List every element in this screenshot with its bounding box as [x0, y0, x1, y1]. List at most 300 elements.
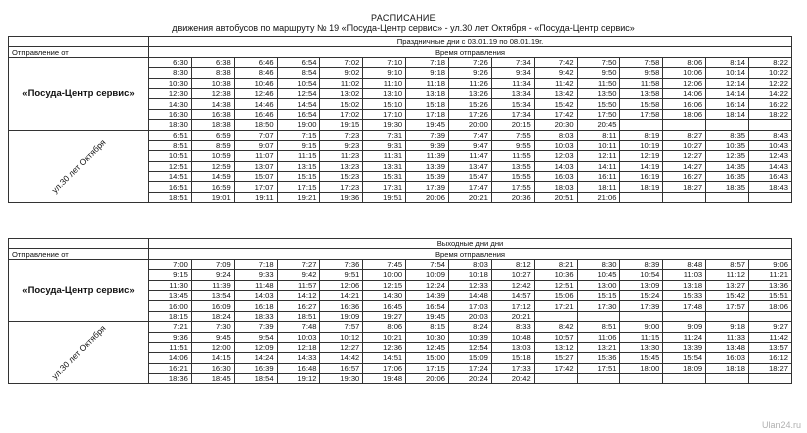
time-cell: 8:14 — [706, 57, 749, 67]
time-cell: 14:54 — [277, 99, 320, 109]
time-cell: 12:27 — [663, 151, 706, 161]
time-cell: 17:48 — [663, 301, 706, 311]
stop-name-rotated — [9, 130, 149, 203]
time-cell: 17:47 — [449, 182, 492, 192]
time-cell: 8:48 — [663, 259, 706, 269]
time-cell: 12:14 — [706, 78, 749, 88]
time-cell: 11:51 — [149, 342, 192, 352]
time-cell: 11:15 — [277, 151, 320, 161]
time-cell — [749, 120, 792, 130]
time-cell: 13:02 — [320, 88, 363, 98]
time-cell: 18:35 — [706, 182, 749, 192]
time-cell: 11:12 — [706, 270, 749, 280]
time-cell: 12:51 — [534, 280, 577, 290]
time-cell: 17:57 — [706, 301, 749, 311]
time-cell: 16:21 — [149, 363, 192, 373]
time-cell: 14:21 — [320, 290, 363, 300]
time-cell: 12:03 — [534, 151, 577, 161]
time-cell: 11:33 — [706, 332, 749, 342]
time-cell: 7:34 — [491, 57, 534, 67]
time-cell: 17:18 — [406, 109, 449, 119]
time-cell: 9:00 — [620, 322, 663, 332]
time-cell: 17:42 — [534, 109, 577, 119]
time-cell: 16:09 — [191, 301, 234, 311]
holiday-schedule-table — [8, 36, 792, 203]
time-cell: 9:18 — [706, 322, 749, 332]
time-cell: 14:11 — [577, 161, 620, 171]
time-cell: 18:00 — [620, 363, 663, 373]
time-cell: 19:12 — [277, 374, 320, 384]
time-cell: 11:21 — [749, 270, 792, 280]
time-cell: 12:54 — [449, 342, 492, 352]
time-cell: 12:43 — [749, 151, 792, 161]
time-cell: 6:59 — [191, 130, 234, 140]
time-cell: 11:55 — [491, 151, 534, 161]
time-cell: 12:19 — [620, 151, 663, 161]
time-cell: 16:11 — [577, 172, 620, 182]
time-cell: 9:39 — [406, 140, 449, 150]
time-cell: 16:27 — [663, 172, 706, 182]
time-cell: 8:46 — [234, 68, 277, 78]
time-cell: 12:00 — [191, 342, 234, 352]
time-cell: 10:57 — [534, 332, 577, 342]
time-cell: 18:51 — [277, 311, 320, 321]
time-cell: 9:15 — [149, 270, 192, 280]
time-cell: 17:30 — [577, 301, 620, 311]
time-cell: 19:30 — [320, 374, 363, 384]
time-cell: 19:45 — [406, 311, 449, 321]
time-cell: 7:58 — [620, 57, 663, 67]
time-cell: 19:45 — [406, 120, 449, 130]
time-cell: 9:45 — [191, 332, 234, 342]
time-cell: 11:02 — [320, 78, 363, 88]
time-cell: 17:21 — [534, 301, 577, 311]
period-row — [9, 239, 792, 249]
time-cell: 9:55 — [491, 140, 534, 150]
time-cell: 16:57 — [320, 363, 363, 373]
column-header-row — [9, 249, 792, 259]
time-cell: 20:06 — [406, 192, 449, 202]
time-cell: 20:24 — [449, 374, 492, 384]
time-cell: 20:15 — [491, 120, 534, 130]
time-cell: 9:50 — [577, 68, 620, 78]
time-cell: 14:51 — [149, 172, 192, 182]
time-cell: 13:12 — [534, 342, 577, 352]
time-cell: 19:00 — [277, 120, 320, 130]
time-cell: 10:39 — [449, 332, 492, 342]
time-cell: 14:24 — [234, 353, 277, 363]
time-cell: 11:18 — [406, 78, 449, 88]
time-cell: 8:15 — [406, 322, 449, 332]
time-cell: 12:46 — [234, 88, 277, 98]
watermark: Ulan24.ru — [761, 420, 801, 430]
time-cell: 10:38 — [191, 78, 234, 88]
time-cell: 15:51 — [749, 290, 792, 300]
time-cell: 8:24 — [449, 322, 492, 332]
time-cell: 10:54 — [277, 78, 320, 88]
time-cell: 9:23 — [320, 140, 363, 150]
time-cell: 20:45 — [577, 120, 620, 130]
time-cell: 13:39 — [663, 342, 706, 352]
time-cell: 9:15 — [277, 140, 320, 150]
time-cell: 11:03 — [663, 270, 706, 280]
time-cell: 14:22 — [749, 88, 792, 98]
stop-name-text: «Посуда-Центр сервис» — [22, 284, 135, 296]
time-cell — [620, 192, 663, 202]
time-cell: 12:27 — [320, 342, 363, 352]
time-cell: 11:10 — [363, 78, 406, 88]
time-cell: 16:38 — [191, 109, 234, 119]
time-cell: 13:42 — [534, 88, 577, 98]
time-cell: 16:00 — [149, 301, 192, 311]
time-cell: 9:18 — [406, 68, 449, 78]
time-cell: 13:03 — [491, 342, 534, 352]
time-cell: 18:06 — [749, 301, 792, 311]
time-cell: 20:21 — [491, 311, 534, 321]
time-cell — [706, 120, 749, 130]
time-cell: 16:54 — [277, 109, 320, 119]
time-cell: 16:12 — [749, 353, 792, 363]
time-cell: 18:38 — [191, 120, 234, 130]
time-cell: 7:55 — [491, 130, 534, 140]
time-cell: 15:34 — [491, 99, 534, 109]
time-cell: 16:03 — [706, 353, 749, 363]
time-cell: 11:50 — [577, 78, 620, 88]
time-cell: 9:31 — [363, 140, 406, 150]
time-cell: 7:30 — [191, 322, 234, 332]
period-row — [9, 37, 792, 47]
time-cell: 19:27 — [363, 311, 406, 321]
time-cell: 16:54 — [406, 301, 449, 311]
time-cell: 7:42 — [534, 57, 577, 67]
time-cell: 7:15 — [277, 130, 320, 140]
time-cell: 10:27 — [663, 140, 706, 150]
time-cell: 20:21 — [449, 192, 492, 202]
time-cell: 13:23 — [320, 161, 363, 171]
time-cell: 9:24 — [191, 270, 234, 280]
time-cell: 18:06 — [663, 109, 706, 119]
time-cell: 15:58 — [620, 99, 663, 109]
time-cell: 8:38 — [191, 68, 234, 78]
time-cell: 8:51 — [149, 140, 192, 150]
time-cell — [620, 311, 663, 321]
time-cell: 15:15 — [577, 290, 620, 300]
time-cell: 11:57 — [277, 280, 320, 290]
time-cell: 13:39 — [406, 161, 449, 171]
time-cell: 10:19 — [620, 140, 663, 150]
time-cell: 8:51 — [577, 322, 620, 332]
time-cell: 7:09 — [191, 259, 234, 269]
time-cell: 18:33 — [234, 311, 277, 321]
time-cell — [663, 192, 706, 202]
time-cell: 15:54 — [663, 353, 706, 363]
time-cell — [663, 311, 706, 321]
time-cell: 13:18 — [406, 88, 449, 98]
time-cell: 11:24 — [663, 332, 706, 342]
time-cell: 7:07 — [234, 130, 277, 140]
time-cell: 11:58 — [620, 78, 663, 88]
time-cell — [749, 311, 792, 321]
time-cell: 11:07 — [234, 151, 277, 161]
time-cell: 18:09 — [663, 363, 706, 373]
time-cell: 14:48 — [449, 290, 492, 300]
time-cell: 9:42 — [277, 270, 320, 280]
time-cell: 15:15 — [277, 172, 320, 182]
time-cell: 18:19 — [620, 182, 663, 192]
time-cell: 12:09 — [234, 342, 277, 352]
time-cell: 12:06 — [663, 78, 706, 88]
time-cell: 8:21 — [534, 259, 577, 269]
schedule-row — [9, 259, 792, 269]
stop-name-text: ул.30 лет Октября — [49, 137, 108, 195]
times-label: Время отправления — [149, 249, 792, 259]
time-cell: 15:36 — [577, 353, 620, 363]
time-cell: 14:14 — [706, 88, 749, 98]
time-cell: 14:43 — [749, 161, 792, 171]
time-cell: 8:22 — [749, 57, 792, 67]
time-cell: 13:34 — [491, 88, 534, 98]
time-cell: 12:18 — [277, 342, 320, 352]
time-cell: 18:18 — [706, 363, 749, 373]
time-cell: 12:59 — [191, 161, 234, 171]
time-cell: 16:27 — [277, 301, 320, 311]
time-cell: 14:57 — [491, 290, 534, 300]
time-cell: 16:30 — [149, 109, 192, 119]
time-cell: 7:18 — [234, 259, 277, 269]
time-cell: 18:43 — [749, 182, 792, 192]
time-cell: 10:59 — [191, 151, 234, 161]
time-cell: 15:33 — [663, 290, 706, 300]
time-cell: 17:51 — [577, 363, 620, 373]
time-cell: 7:18 — [406, 57, 449, 67]
time-cell: 14:51 — [363, 353, 406, 363]
time-cell: 10:48 — [491, 332, 534, 342]
time-cell: 17:34 — [491, 109, 534, 119]
stop-name-rotated — [9, 322, 149, 384]
time-cell — [577, 311, 620, 321]
time-cell: 17:26 — [449, 109, 492, 119]
time-cell: 17:24 — [449, 363, 492, 373]
time-cell: 11:34 — [491, 78, 534, 88]
time-cell: 10:51 — [149, 151, 192, 161]
schedule-row — [9, 130, 792, 140]
time-cell: 10:06 — [663, 68, 706, 78]
time-cell: 13:50 — [577, 88, 620, 98]
time-cell: 13:18 — [663, 280, 706, 290]
time-cell: 19:21 — [277, 192, 320, 202]
time-cell: 9:26 — [449, 68, 492, 78]
time-cell: 13:00 — [577, 280, 620, 290]
time-cell: 12:35 — [706, 151, 749, 161]
time-cell: 15:06 — [534, 290, 577, 300]
time-cell: 17:15 — [406, 363, 449, 373]
time-cell: 9:47 — [449, 140, 492, 150]
time-cell: 17:10 — [363, 109, 406, 119]
time-cell: 12:36 — [363, 342, 406, 352]
time-cell: 16:22 — [749, 99, 792, 109]
time-cell: 19:48 — [363, 374, 406, 384]
time-cell: 10:30 — [406, 332, 449, 342]
time-cell: 17:39 — [620, 301, 663, 311]
time-cell: 9:54 — [234, 332, 277, 342]
time-cell: 11:42 — [749, 332, 792, 342]
time-cell: 8:06 — [663, 57, 706, 67]
time-cell: 7:47 — [449, 130, 492, 140]
stop-name-text: ул.30 лет Октября — [49, 323, 108, 382]
time-cell: 11:42 — [534, 78, 577, 88]
time-cell: 16:30 — [191, 363, 234, 373]
time-cell: 7:39 — [234, 322, 277, 332]
time-cell: 10:30 — [149, 78, 192, 88]
time-cell: 17:23 — [320, 182, 363, 192]
time-cell: 9:34 — [491, 68, 534, 78]
time-cell: 16:59 — [191, 182, 234, 192]
time-cell: 9:09 — [663, 322, 706, 332]
time-cell: 12:45 — [406, 342, 449, 352]
time-cell: 17:02 — [320, 109, 363, 119]
time-cell: 10:18 — [449, 270, 492, 280]
time-cell: 7:31 — [363, 130, 406, 140]
time-cell: 13:55 — [491, 161, 534, 171]
time-cell: 9:10 — [363, 68, 406, 78]
time-cell: 8:57 — [706, 259, 749, 269]
time-cell: 12:30 — [149, 88, 192, 98]
time-cell: 6:51 — [149, 130, 192, 140]
time-cell: 7:54 — [406, 259, 449, 269]
time-cell: 7:36 — [320, 259, 363, 269]
time-cell: 6:30 — [149, 57, 192, 67]
time-cell: 19:36 — [320, 192, 363, 202]
time-cell — [534, 374, 577, 384]
time-cell: 8:39 — [620, 259, 663, 269]
time-cell: 13:09 — [620, 280, 663, 290]
time-cell: 7:23 — [320, 130, 363, 140]
time-cell: 8:59 — [191, 140, 234, 150]
time-cell: 13:57 — [749, 342, 792, 352]
time-cell: 11:47 — [449, 151, 492, 161]
time-cell: 14:12 — [277, 290, 320, 300]
time-cell: 7:10 — [363, 57, 406, 67]
time-cell: 9:07 — [234, 140, 277, 150]
time-cell: 10:03 — [534, 140, 577, 150]
time-cell: 9:42 — [534, 68, 577, 78]
time-cell: 13:07 — [234, 161, 277, 171]
time-cell: 14:19 — [620, 161, 663, 171]
time-cell: 9:27 — [749, 322, 792, 332]
time-cell: 15:09 — [449, 353, 492, 363]
time-cell: 16:06 — [663, 99, 706, 109]
time-cell: 15:18 — [406, 99, 449, 109]
time-cell: 8:30 — [577, 259, 620, 269]
time-cell: 18:15 — [149, 311, 192, 321]
time-cell: 10:00 — [363, 270, 406, 280]
time-cell: 13:30 — [620, 342, 663, 352]
time-cell: 14:59 — [191, 172, 234, 182]
time-cell: 8:43 — [749, 130, 792, 140]
time-cell: 8:03 — [534, 130, 577, 140]
time-cell: 16:45 — [363, 301, 406, 311]
time-cell: 16:35 — [706, 172, 749, 182]
time-cell: 12:38 — [191, 88, 234, 98]
time-cell: 9:06 — [749, 259, 792, 269]
time-cell: 11:39 — [191, 280, 234, 290]
time-cell: 18:27 — [749, 363, 792, 373]
time-cell: 10:36 — [534, 270, 577, 280]
time-cell — [534, 311, 577, 321]
time-cell: 14:30 — [363, 290, 406, 300]
stop-name-text: «Посуда-Центр сервис» — [22, 88, 135, 100]
time-cell: 8:33 — [491, 322, 534, 332]
time-cell: 18:11 — [577, 182, 620, 192]
time-cell: 18:50 — [234, 120, 277, 130]
time-cell: 7:39 — [406, 130, 449, 140]
time-cell: 13:31 — [363, 161, 406, 171]
time-cell: 6:46 — [234, 57, 277, 67]
time-cell: 14:46 — [234, 99, 277, 109]
time-cell: 7:00 — [149, 259, 192, 269]
time-cell: 11:48 — [234, 280, 277, 290]
time-cell — [663, 374, 706, 384]
corner-cell — [9, 239, 149, 249]
time-cell: 15:55 — [491, 172, 534, 182]
time-cell: 8:27 — [663, 130, 706, 140]
time-cell: 9:58 — [620, 68, 663, 78]
time-cell: 15:18 — [491, 353, 534, 363]
time-cell — [749, 192, 792, 202]
time-cell: 14:38 — [191, 99, 234, 109]
time-cell: 14:03 — [534, 161, 577, 171]
column-header-row — [9, 47, 792, 57]
stop-name — [9, 259, 149, 321]
time-cell: 14:15 — [191, 353, 234, 363]
time-cell: 15:39 — [406, 172, 449, 182]
time-cell: 19:30 — [363, 120, 406, 130]
time-cell: 16:48 — [277, 363, 320, 373]
time-cell: 16:39 — [234, 363, 277, 373]
time-cell: 14:03 — [234, 290, 277, 300]
time-cell: 8:42 — [534, 322, 577, 332]
time-cell: 14:06 — [149, 353, 192, 363]
time-cell: 15:31 — [363, 172, 406, 182]
time-cell: 16:51 — [149, 182, 192, 192]
time-cell: 13:48 — [706, 342, 749, 352]
time-cell: 17:03 — [449, 301, 492, 311]
time-cell: 12:06 — [320, 280, 363, 290]
time-cell: 8:12 — [491, 259, 534, 269]
time-cell: 17:33 — [491, 363, 534, 373]
time-cell: 9:51 — [320, 270, 363, 280]
time-cell: 7:21 — [149, 322, 192, 332]
time-cell: 14:33 — [277, 353, 320, 363]
time-cell: 16:46 — [234, 109, 277, 119]
time-cell: 20:03 — [449, 311, 492, 321]
time-cell: 18:24 — [191, 311, 234, 321]
time-cell: 15:24 — [620, 290, 663, 300]
time-cell: 18:51 — [149, 192, 192, 202]
time-cell: 14:42 — [320, 353, 363, 363]
time-cell: 7:45 — [363, 259, 406, 269]
time-cell: 14:06 — [663, 88, 706, 98]
time-cell — [706, 192, 749, 202]
time-cell: 18:54 — [234, 374, 277, 384]
time-cell: 19:09 — [320, 311, 363, 321]
time-cell: 12:42 — [491, 280, 534, 290]
time-cell: 17:15 — [277, 182, 320, 192]
time-cell: 15:23 — [320, 172, 363, 182]
time-cell: 17:55 — [491, 182, 534, 192]
time-cell: 11:06 — [577, 332, 620, 342]
time-cell: 6:38 — [191, 57, 234, 67]
